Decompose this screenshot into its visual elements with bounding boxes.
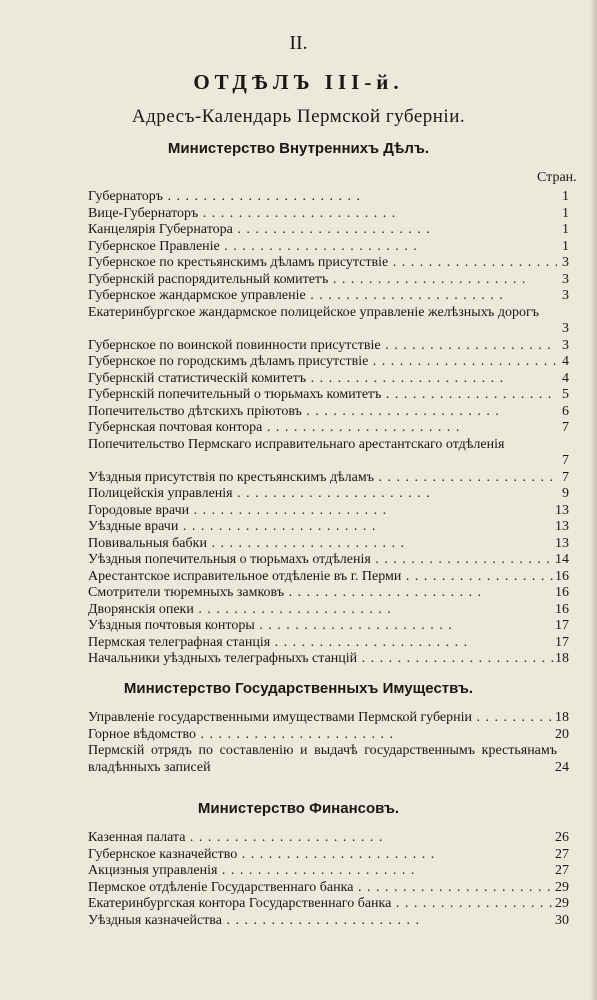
toc-entry-page: 14 [555,552,569,567]
toc-entry [0,743,597,776]
toc-entry-page: 6 [562,403,569,419]
toc-entry [0,880,597,897]
toc-entry-label: Екатеринбургское жандармское полицейское управленіе желѣзныхъ дорогъ [88,304,540,320]
toc-entry-page: 26 [555,830,569,845]
toc-entry-page: 30 [555,912,569,928]
toc-entry [0,536,597,553]
toc-entry [0,387,597,404]
toc-entry [0,552,597,569]
toc-entry-label: Пермская телеграфная станція . . [88,635,557,652]
toc-entry-label: Уѣздныя присутствія по крестьянскимъ дѣламъ . . [88,470,557,487]
toc-entry [0,503,597,520]
toc-entry-label: Дворянскія опеки . . [88,602,557,619]
toc-entry [0,913,597,930]
toc-entry-page: 3 [562,271,569,287]
toc-entry-page: 16 [555,585,569,600]
page-number: II. [289,32,308,54]
ministry-heading-finance: Министерство Финансовъ. [197,800,400,817]
toc-entry [0,651,597,668]
toc-entry [0,863,597,880]
toc-entry [0,710,597,727]
toc-entry-label: Вице-Губернаторъ . . [88,206,557,223]
toc-section-state-property [0,710,597,776]
department-heading: ОТДѢЛЪ III-й. [193,70,404,94]
toc-entry-page: 27 [555,846,569,862]
toc-entry-label: Губернское по городскимъ дѣламъ присутствіе . . [88,354,557,371]
toc-entry [0,371,597,388]
toc-section-finance [0,830,597,929]
toc-entry [0,569,597,586]
toc-entry [0,830,597,847]
toc-entry-label: Горное вѣдомство . . [88,727,557,744]
toc-entry [0,635,597,652]
toc-entry [0,585,597,602]
toc-entry-label: Губернское по воинской повинности присутствіе . . [88,338,557,355]
toc-entry-page: 18 [555,710,569,725]
toc-entry [0,255,597,272]
toc-entry-page: 17 [555,618,569,633]
toc-entry [0,404,597,421]
toc-entry-page: 3 [562,288,569,303]
toc-entry-label: Уѣздныя казначейства . . [88,913,557,930]
toc-entry-page: 7 [562,420,569,435]
toc-entry-page: 7 [562,453,569,468]
toc-entry-label: Губернское Правленіе . . [88,239,557,256]
toc-entry-page: 16 [555,568,569,584]
toc-entry [0,272,597,289]
toc-entry-label: Полицейскія управленія . . [88,486,557,503]
toc-entry-label: Екатеринбургская контора Государственнаго банка . . [88,896,557,913]
toc-entry-label: Уѣздныя попечительныя о тюрьмахъ отдѣленія . . [88,552,557,569]
toc-entry-page: 18 [555,651,569,666]
toc-entry-page: 13 [555,502,569,518]
toc-entry-page: 3 [562,321,569,336]
toc-entry-label: Смотрители тюремныхъ замковъ . . [88,585,557,602]
toc-entry [0,354,597,371]
toc-entry-page: 1 [562,238,569,254]
toc-entry-label: Пермскій отрядъ по составленію и выдачѣ государственнымъ крестьянамъ владѣнныхъ записей [88,743,557,775]
toc-entry [0,486,597,503]
toc-entry-label: Начальники уѣздныхъ телеграфныхъ станцій . . [88,651,557,668]
toc-entry [0,206,597,223]
toc-entry-page: 20 [555,726,569,742]
toc-section-interior [0,189,597,668]
toc-entry-page: 29 [555,879,569,895]
toc-entry-label: Казенная палата . . [88,830,557,847]
page-edge-shadow [590,0,597,1000]
toc-entry-label: Управленіе государственными имуществами Пермской губерніи . . [88,710,557,727]
toc-entry [0,239,597,256]
toc-entry-page: 5 [562,387,569,402]
toc-entry-page: 4 [562,370,569,386]
toc-entry-page: 3 [562,337,569,353]
ministry-heading-interior: Министерство Внутреннихъ Дѣлъ. [167,140,430,157]
toc-entry [0,519,597,536]
toc-entry-page: 7 [562,469,569,485]
toc-entry [0,288,597,305]
toc-entry-label: Губернскій статистическій комитетъ . . [88,371,557,388]
toc-entry [0,470,597,487]
toc-entry-label: Губернаторъ . . [88,189,557,206]
toc-entry [0,847,597,864]
toc-entry-page: 1 [562,205,569,221]
toc-entry-label: Повивальныя бабки . . [88,536,557,553]
toc-entry-page: 29 [555,896,569,911]
toc-entry-label: Акцизныя управленія . . [88,863,557,880]
toc-entry [0,420,597,437]
toc-entry-label: Канцелярія Губернатора . . [88,222,557,239]
toc-entry-label: Губернскій распорядительный комитетъ . . [88,272,557,289]
toc-entry-label: Уѣздныя почтовыя конторы . . [88,618,557,635]
toc-entry-page: 27 [555,863,569,878]
toc-entry-label: Губернская почтовая контора . . [88,420,557,437]
toc-entry-label: Губернское жандармское управленіе . . [88,288,557,305]
toc-entry-page: 1 [562,222,569,237]
toc-entry [0,618,597,635]
toc-entry-label: Губернское казначейство . . [88,847,557,864]
toc-entry-label: Пермское отдѣленіе Государственнаго банка . . [88,880,557,897]
toc-entry-label: Попечительство дѣтскихъ пріютовъ . . [88,404,557,421]
toc-entry-label: Губернское по крестьянскимъ дѣламъ присутствіе . . [88,255,557,272]
toc-entry [0,305,597,338]
toc-entry-page: 13 [555,535,569,551]
toc-entry-label: Городовые врачи . . [88,503,557,520]
toc-entry [0,338,597,355]
toc-entry-page: 13 [555,519,569,534]
toc-entry [0,727,597,744]
ministry-heading-state-property: Министерство Государственныхъ Имуществъ. [123,680,474,697]
toc-entry-label: Губернскій попечительный о тюрьмахъ комитетъ . . [88,387,557,404]
toc-entry [0,189,597,206]
toc-entry [0,437,597,470]
column-header-pages: Стран. [537,170,577,185]
toc-entry-page: 1 [562,189,569,204]
toc-entry [0,602,597,619]
toc-entry [0,896,597,913]
toc-entry [0,222,597,239]
toc-entry-page: 16 [555,601,569,617]
toc-entry-label: Попечительство Пермскаго исправительнаго арестантскаго отдѣленія [88,436,505,452]
toc-entry-label: Уѣздные врачи . . [88,519,557,536]
toc-entry-label: Арестантское исправительное отдѣленіе въ г. Перми . . [88,569,557,586]
toc-entry-page: 24 [555,759,569,775]
toc-entry-page: 9 [562,486,569,501]
toc-entry-page: 17 [555,634,569,650]
toc-entry-page: 3 [562,255,569,270]
subtitle: Адресъ-Календарь Пермской губерніи. [131,106,466,127]
toc-entry-page: 4 [562,354,569,369]
